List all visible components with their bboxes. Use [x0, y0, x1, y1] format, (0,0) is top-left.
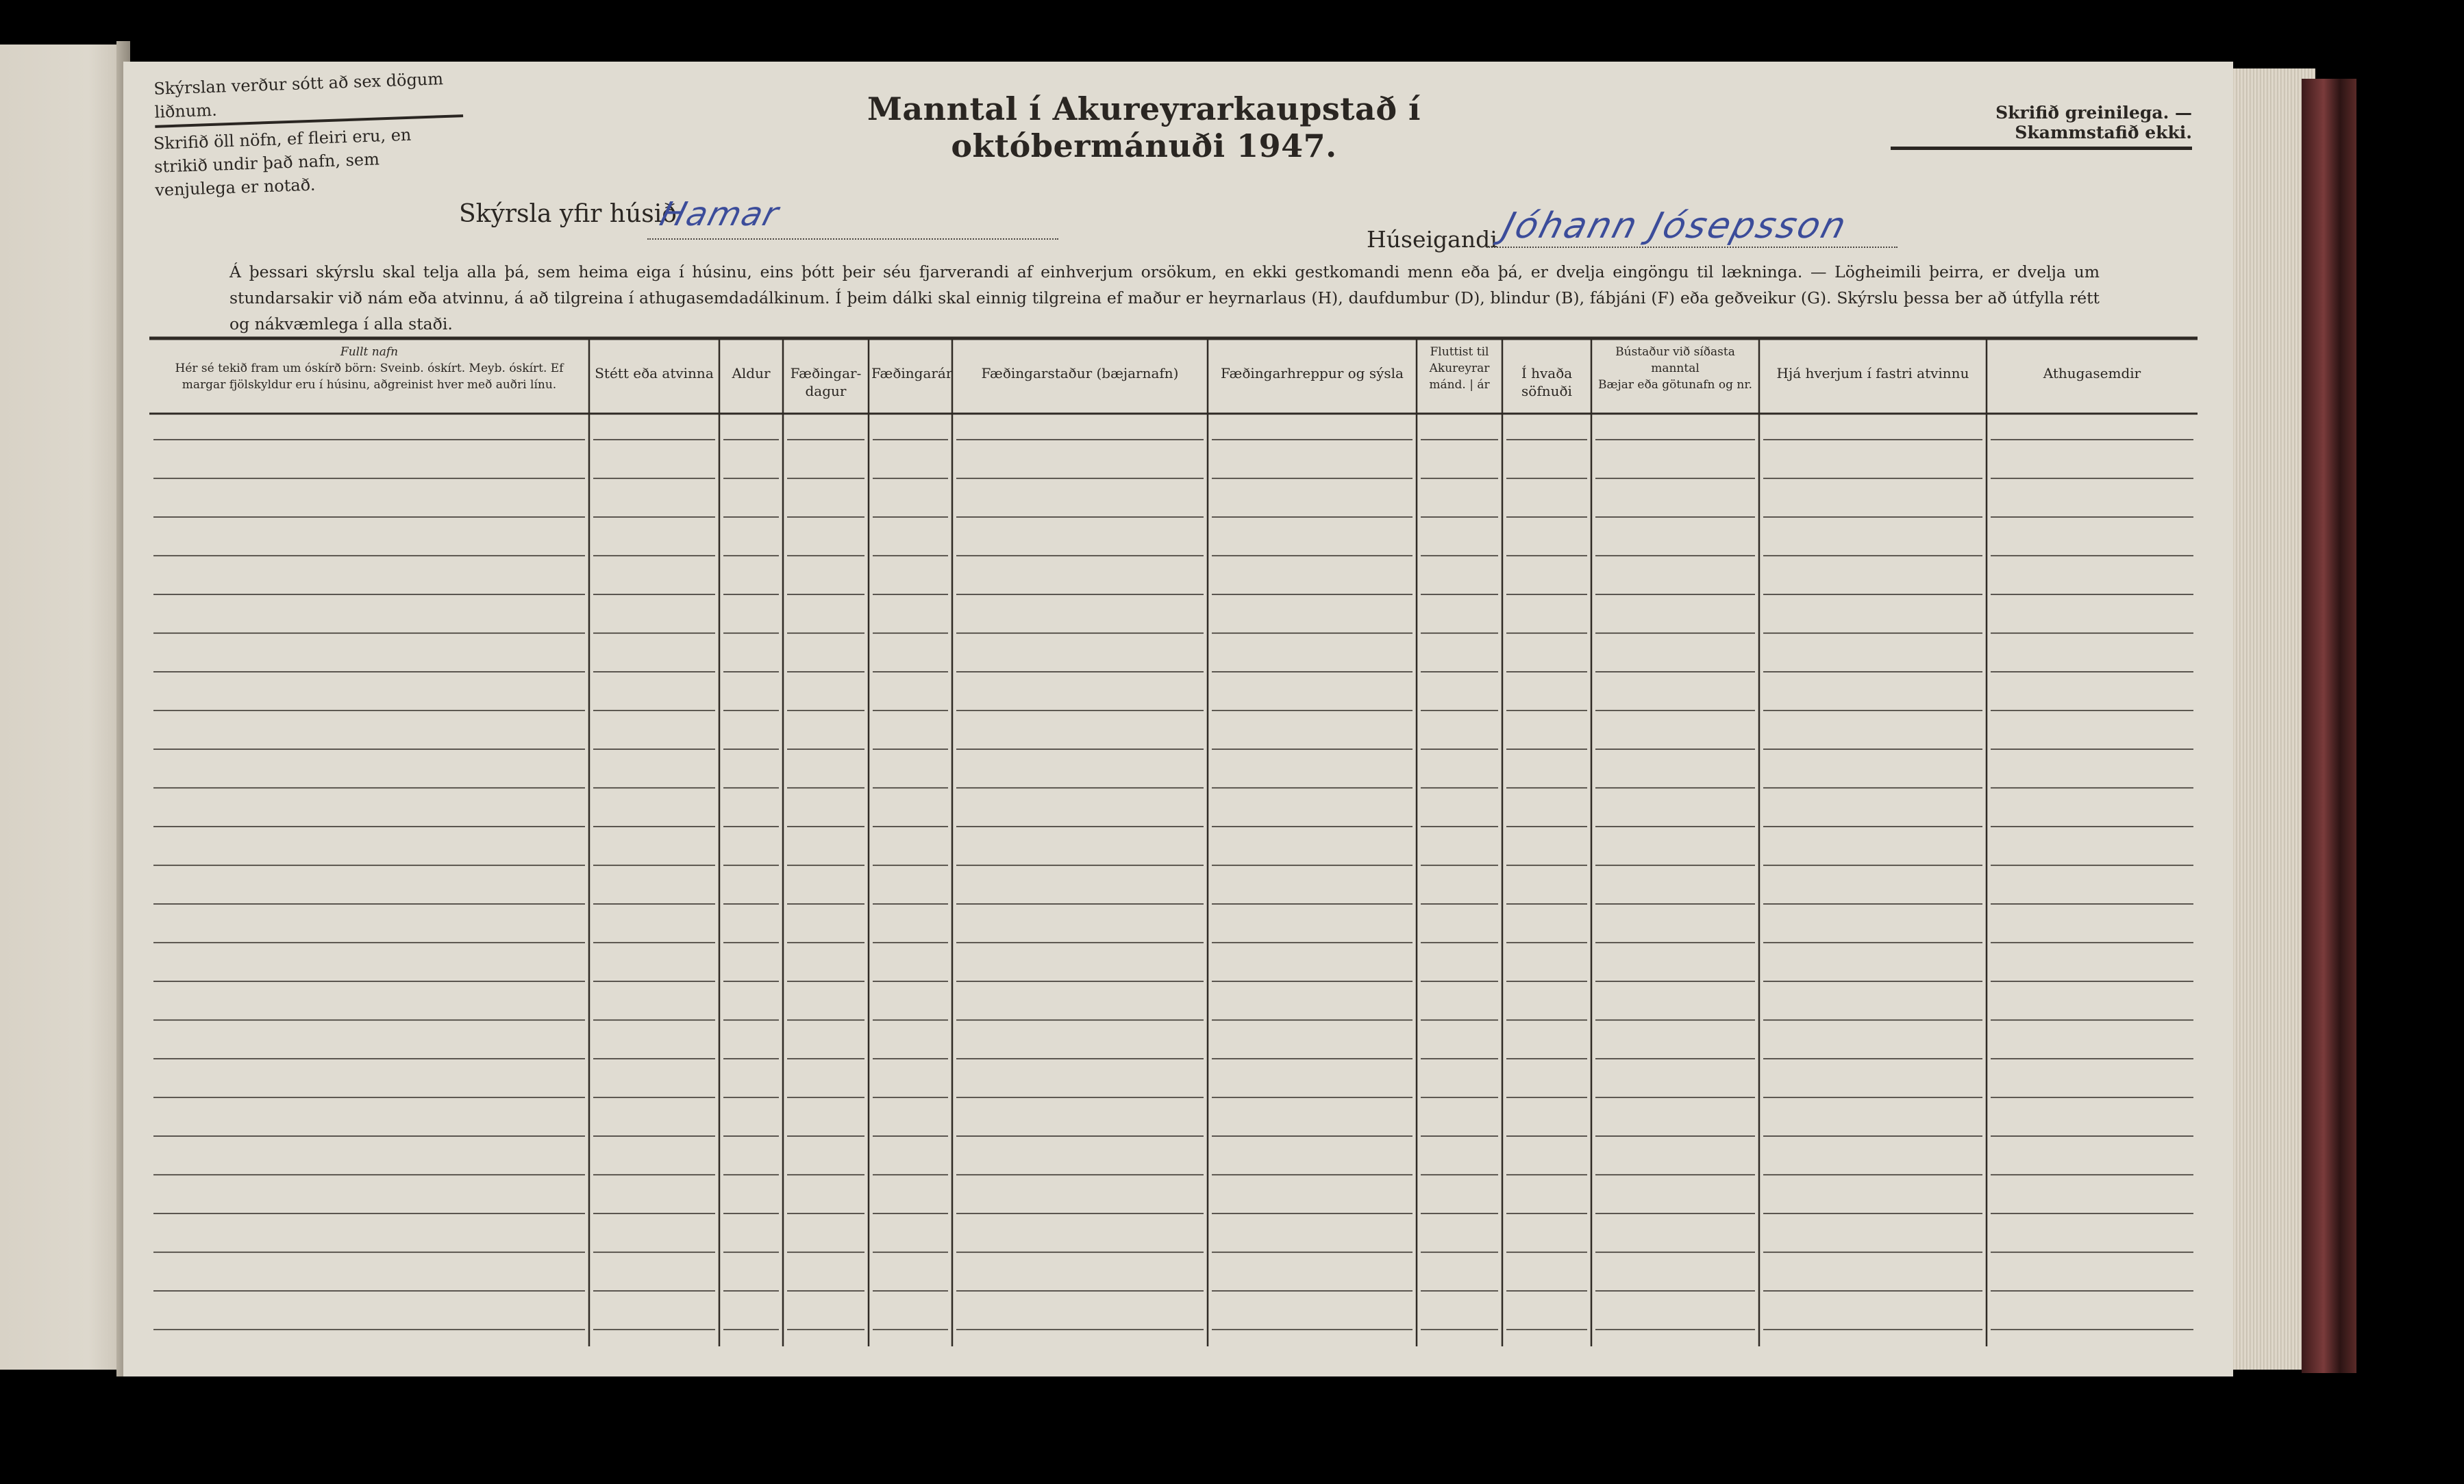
note-line-2: Skrifið öll nöfn, ef fleiri eru, en strikið undir það nafn, sem venjulega er notað. — [153, 125, 412, 200]
column-header — [1505, 364, 1589, 400]
column-subtitle: mánd. | ár — [1429, 378, 1490, 392]
owner-label: Húseigandi — [1367, 226, 1497, 253]
top-left-note — [153, 69, 462, 200]
column-header — [592, 364, 717, 382]
column-title: Fullt nafn — [340, 345, 399, 359]
column-header — [1210, 364, 1414, 382]
column-title: Fluttist til Akureyrar — [1429, 345, 1490, 375]
house-field-line — [647, 238, 1058, 240]
column-title: Hjá hverjum í fastri atvinnu — [1776, 365, 1969, 381]
column-header — [871, 364, 953, 382]
house-label: Skýrsla yfir húsið — [459, 200, 677, 228]
owner-value: Jóhann Jósepsson — [1497, 205, 1852, 247]
column-title: Stétt eða atvinna — [595, 365, 714, 381]
column-title: Fæðingarár — [871, 365, 953, 381]
book-cover-edge — [2302, 79, 2356, 1373]
column-header — [955, 364, 1205, 382]
column-title: Athugasemdir — [2043, 365, 2141, 381]
note-line-1: Skýrslan verður sótt að sex dögum liðnum. — [153, 66, 463, 128]
column-header — [1989, 364, 2195, 382]
column-header — [1419, 344, 1499, 393]
top-right-note: Skrifið greinilega. — Skammstafið ekki. — [1891, 103, 2192, 150]
instructions-text: Á þessari skýrslu skal telja alla þá, sem heima eiga í húsinu, eins þótt þeir séu fjarverandi af einhverjum orsökum, en ekki gestkomandi menn eða þá, er dvelja eingöngu til lækninga. — Lögheimili þeirra, er dvelja um stundarsakir við nám eða atvinnu, á að tilgreina í athugasemdadálkinum. Í þeim dálki skal einnig tilgreina ef maður er heyrnarlaus (H), daufdumbur (D), blindur (B), fábjáni (F) eða geðveikur (G). Skýrslu þessa ber að útfylla rétt og nákvæmlega í alla staði. — [229, 262, 2100, 334]
column-header — [1594, 344, 1756, 393]
owner-field-line — [1486, 247, 1897, 248]
column-title: Fæðingar-dagur — [790, 365, 862, 399]
census-table — [149, 333, 2198, 1346]
column-header — [152, 344, 586, 393]
column-title: Fæðingarstaður (bæjarnafn) — [981, 365, 1179, 381]
column-title: Fæðingarhreppur og sýsla — [1221, 365, 1404, 381]
column-header — [722, 364, 780, 382]
left-page — [0, 45, 127, 1370]
column-title: Aldur — [732, 365, 771, 381]
table-grid — [149, 333, 2198, 1346]
column-subtitle: Hér sé tekið fram um óskírð börn: Sveinb. óskírt. Meyb. óskírt. Ef margar fjölskyldur eru í húsinu, aðgreinist hver með auðri línu. — [175, 362, 564, 392]
column-header — [786, 364, 866, 400]
house-value: Hamar — [656, 195, 784, 234]
column-subtitle: Bæjar eða götunafn og nr. — [1597, 378, 1752, 392]
page-title: Manntal í Akureyrarkaupstað í októbermánuði 1947. — [867, 90, 1421, 164]
column-title: Í hvaða söfnuði — [1521, 365, 1573, 399]
column-title: Bústaður við síðasta manntal — [1615, 345, 1735, 375]
column-header — [1762, 364, 1984, 382]
